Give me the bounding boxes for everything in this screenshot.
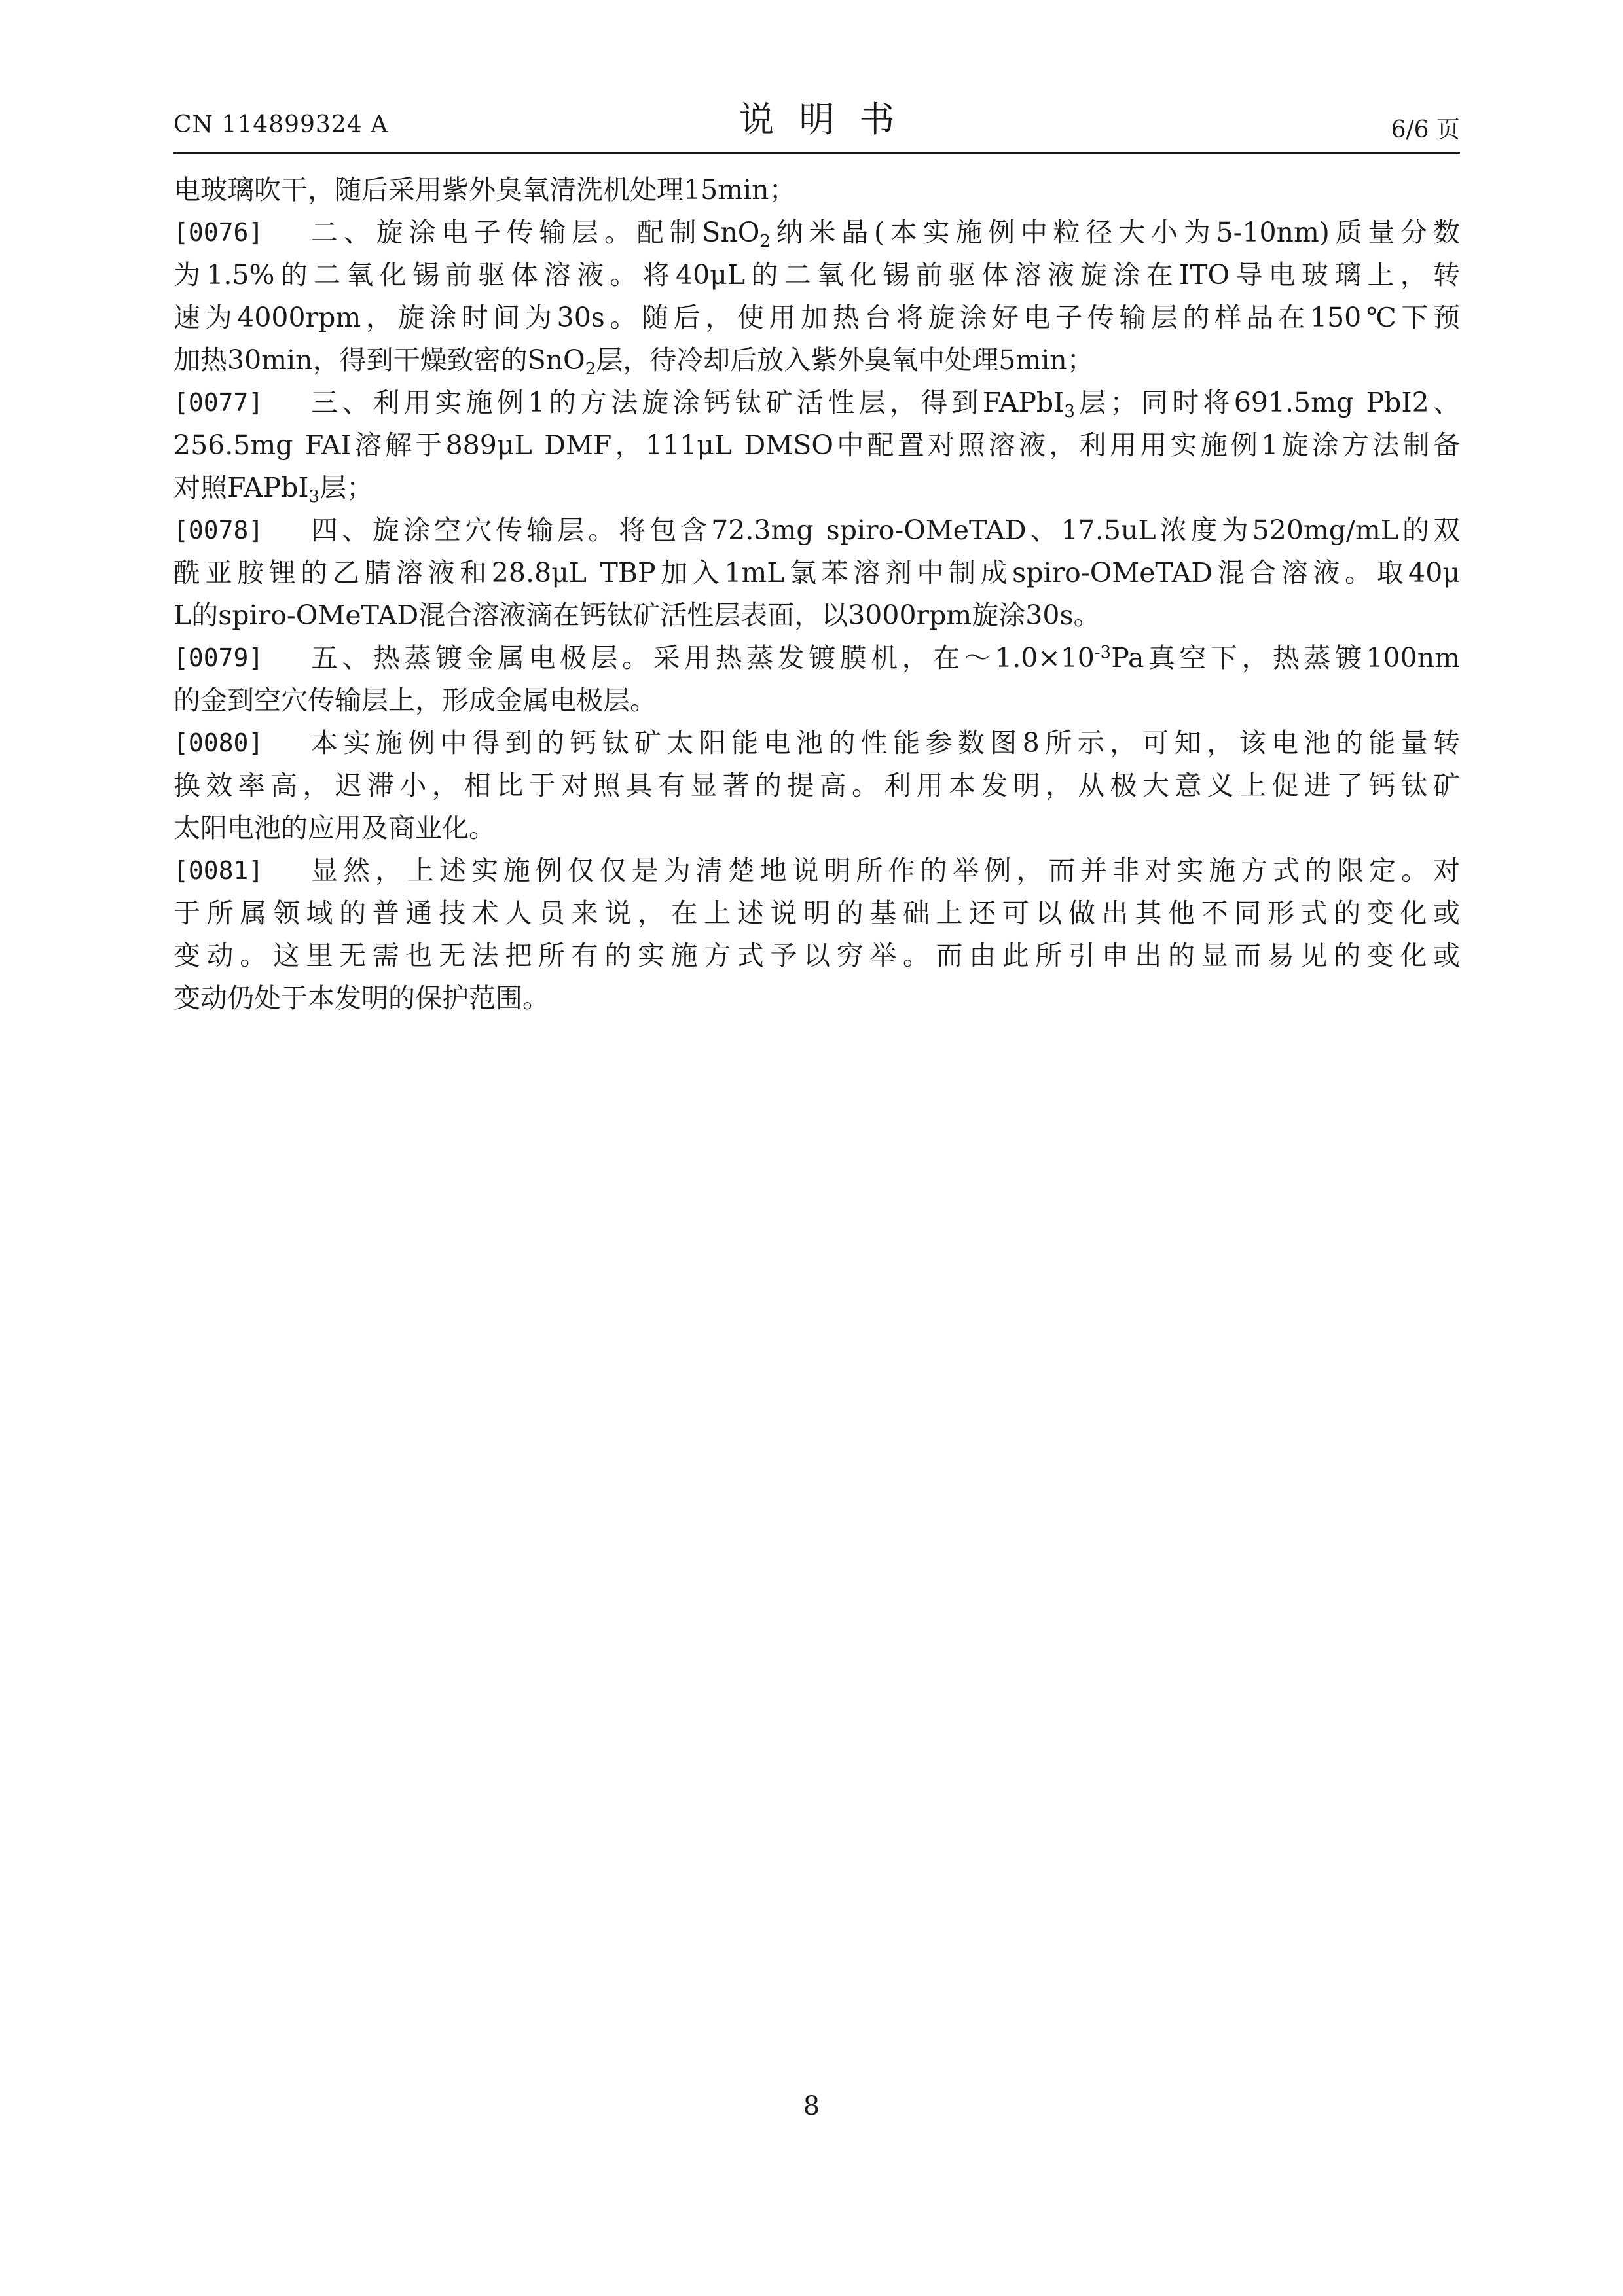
line-text: 显然，上述实施例仅仅是为清楚地说明所作的举例，而并非对实施方式的限定。对 bbox=[311, 855, 1460, 886]
line-text: 五、热蒸镀金属电极层。采用热蒸发镀膜机，在$\sim 1.0\times 10^{-3}Pa$真空下，热蒸镀100nm bbox=[311, 642, 1460, 673]
paragraph-0081-line-2 bbox=[173, 892, 1460, 935]
paragraph-0081-line-3 bbox=[173, 935, 1460, 977]
paragraph-0077-line-3 bbox=[173, 467, 1460, 509]
paragraph-0077-line-2 bbox=[173, 424, 1460, 467]
page-indicator: 6/6 页 bbox=[1391, 117, 1460, 143]
paragraph-0080-line-2 bbox=[173, 764, 1460, 807]
paragraph-number: [0080] bbox=[173, 728, 264, 757]
line-text: 对照FAPbI$_3$层； bbox=[173, 472, 374, 507]
paragraph-0079-line-2 bbox=[173, 679, 1460, 722]
paragraph-0076-line-3 bbox=[173, 296, 1460, 339]
paragraph-number: [0076] bbox=[173, 218, 264, 247]
page-number: 8 bbox=[803, 2091, 820, 2121]
line-text: 速为4000rpm，旋涂时间为30s。随后，使用加热台将旋涂好电子传输层的样品在150℃下预 bbox=[173, 302, 1460, 333]
line-text: 本实施例中得到的钙钛矿太阳能电池的性能参数图8所示，可知，该电池的能量转 bbox=[311, 727, 1460, 759]
line-text: 酰亚胺锂的乙腈溶液和28.8μL TBP加入1mL氯苯溶剂中制成spiro-OMeTAD混合溶液。取40μ bbox=[173, 557, 1460, 588]
paragraph-0078-line-2 bbox=[173, 552, 1460, 594]
line-text: 二、旋涂电子传输层。配制SnO$_2$纳米晶(本实施例中粒径大小为5-10nm)质量分数 bbox=[311, 217, 1460, 251]
paragraph-0077-line-1 bbox=[173, 382, 1460, 424]
paragraph-number: [0077] bbox=[173, 388, 264, 417]
text-line bbox=[173, 169, 1460, 211]
line-text: 太阳电池的应用及商业化。 bbox=[173, 812, 496, 844]
line-text: 于所属领域的普通技术人员来说，在上述说明的基础上还可以做出其他不同形式的变化或 bbox=[173, 897, 1460, 929]
page-header bbox=[173, 92, 1460, 154]
paragraph-0080-line-1 bbox=[173, 722, 1460, 764]
paragraph-number: [0079] bbox=[173, 643, 264, 672]
paragraph-0081-line-4 bbox=[173, 977, 1460, 1020]
line-text: 四、旋涂空穴传输层。将包含72.3mg spiro-OMeTAD、17.5uL浓度为520mg/mL的双 bbox=[311, 514, 1460, 546]
paragraph-0079-line-1 bbox=[173, 637, 1460, 679]
line-text: 的金到空穴传输层上，形成金属电极层。 bbox=[173, 685, 657, 716]
document-body bbox=[173, 169, 1460, 1020]
line-text: 为1.5%的二氧化锡前驱体溶液。将40μL的二氧化锡前驱体溶液旋涂在ITO导电玻璃上，转 bbox=[173, 259, 1460, 291]
paragraph-0078-line-1 bbox=[173, 509, 1460, 552]
line-text: 电玻璃吹干，随后采用紫外臭氧清洗机处理15min； bbox=[173, 174, 796, 206]
document-number: CN 114899324 A bbox=[173, 111, 389, 138]
paragraph-0076-line-2 bbox=[173, 254, 1460, 296]
paragraph-0076-line-4 bbox=[173, 339, 1460, 382]
paragraph-0080-line-3 bbox=[173, 807, 1460, 850]
paragraph-0081-line-1 bbox=[173, 850, 1460, 892]
line-text: L的spiro-OMeTAD混合溶液滴在钙钛矿活性层表面，以3000rpm旋涂30s。 bbox=[173, 600, 1101, 631]
paragraph-number: [0081] bbox=[173, 856, 264, 885]
line-text: 变动仍处于本发明的保护范围。 bbox=[173, 982, 549, 1014]
paragraph-number: [0078] bbox=[173, 516, 264, 545]
line-text: 加热30min，得到干燥致密的SnO$_2$层，待冷却后放入紫外臭氧中处理5min； bbox=[173, 344, 1094, 379]
line-text: 换效率高，迟滞小，相比于对照具有显著的提高。利用本发明，从极大意义上促进了钙钛矿 bbox=[173, 770, 1460, 801]
line-text: 三、利用实施例1的方法旋涂钙钛矿活性层，得到FAPbI$_3$层；同时将691.5mg PbI2、 bbox=[311, 387, 1460, 422]
page-title: 说明书 bbox=[739, 99, 920, 140]
paragraph-0078-line-3 bbox=[173, 594, 1460, 637]
line-text: 256.5mg FAI溶解于889μL DMF，111μL DMSO中配置对照溶液，利用用实施例1旋涂方法制备 bbox=[173, 429, 1460, 461]
line-text: 变动。这里无需也无法把所有的实施方式予以穷举。而由此所引申出的显而易见的变化或 bbox=[173, 940, 1460, 971]
paragraph-0076-line-1 bbox=[173, 211, 1460, 254]
